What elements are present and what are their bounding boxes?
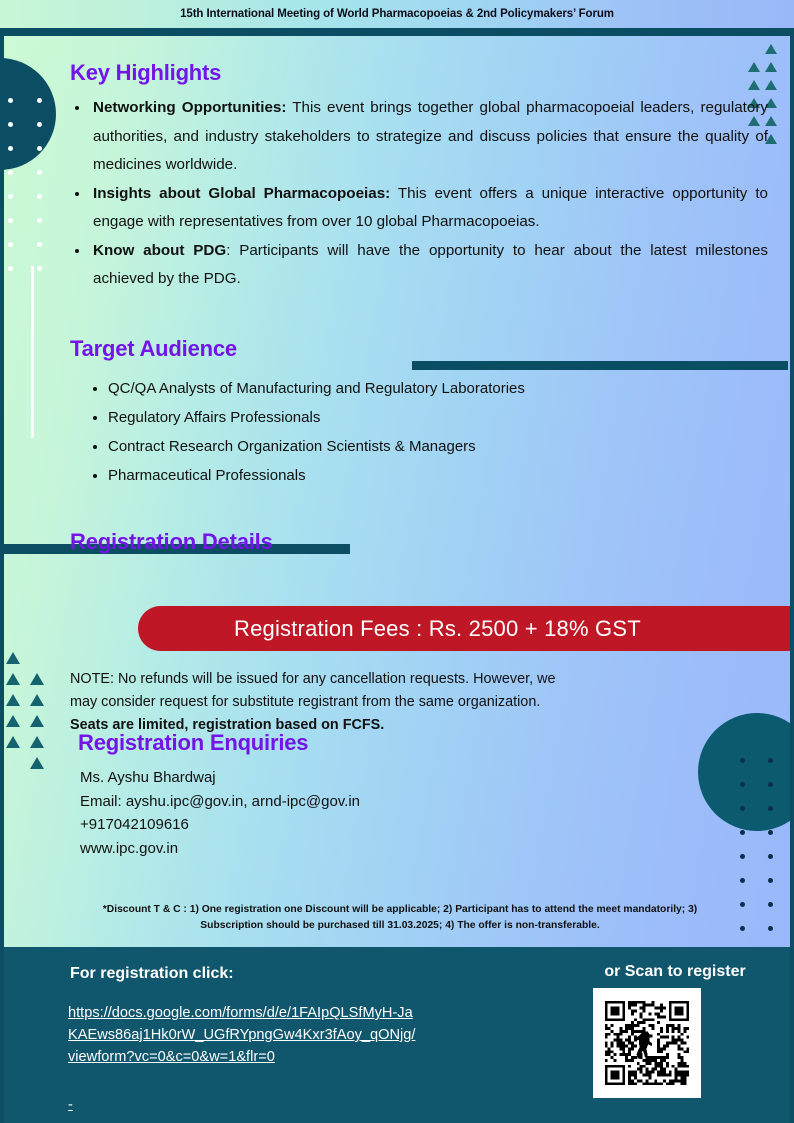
item-lead: Networking Opportunities: (93, 99, 287, 116)
list-item: • Regulatory Affairs Professionals (108, 403, 744, 432)
target-audience-heading: Target Audience (70, 336, 237, 361)
note-bold-line: Seats are limited, registration based on FCFS. (70, 717, 385, 733)
decor-vertical-line (31, 266, 34, 438)
footer-trailing-dash: - (68, 1097, 73, 1113)
enquiries-contact-block (80, 766, 360, 860)
registration-note (70, 668, 730, 737)
registration-form-link[interactable]: https://docs.google.com/forms/d/e/1FAIpQLSfMyH-JaKAEws86aj1Hk0rW_UGfRYpngGw4Kxr3fAoy_qONjg/viewform?vc=0&c=0&w=1&flr=0 (68, 1005, 416, 1065)
item-lead: Insights about Global Pharmacopoeias: (93, 184, 391, 202)
item-text: : Participants will have the opportunity to hear about the latest milestones achieved by the PDG. (93, 241, 768, 287)
discount-disclaimer (80, 902, 720, 934)
registration-details-heading: Registration Details (70, 529, 273, 554)
target-audience-list (84, 374, 744, 490)
footer-click-label: For registration click: (70, 965, 234, 982)
key-highlights-list (70, 94, 768, 294)
registration-enquiries-heading: Registration Enquiries (78, 730, 309, 755)
divider-bar-upper (412, 361, 788, 370)
disclaimer-line-2: mandatorily; 3) Subscription should be purchased till 31.03.2025; 4) The offer is non-transferable. (200, 904, 698, 931)
item-text: This event offers a unique interactive opportunity to engage with representatives from over 10 global Pharmacopoeias. (93, 184, 768, 230)
key-highlights-heading: Key Highlights (70, 60, 222, 85)
qr-code-icon (599, 993, 695, 1093)
list-item: • Contract Research Organization Scientists & Managers (108, 432, 744, 461)
disclaimer-line-1: *Discount T & C : 1) One registration one Discount will be applicable; 2) Participant has to attend the meet (102, 904, 621, 915)
page-title: 15th International Meeting of World Pharmacopoeias & 2nd Policymakers’ Forum (180, 8, 614, 20)
list-item (90, 180, 768, 237)
contact-website: www.ipc.gov.in (80, 839, 179, 857)
header-band (0, 0, 794, 28)
item-text: This event brings together global pharmacopoeial leaders, regulatory authorities, and industry stakeholders to strategize and discuss policies that ensure the quality of medicines worldwide. (93, 99, 768, 173)
decor-left-triangles (0, 652, 48, 772)
footer-scan-label: or Scan to register (604, 963, 746, 980)
list-item: • QC/QA Analysts of Manufacturing and Regulatory Laboratories (108, 374, 744, 403)
registration-fee-banner (138, 606, 794, 651)
list-item (90, 237, 768, 294)
header-rule (0, 28, 794, 36)
qr-code[interactable] (599, 993, 695, 1098)
registration-fee-text: Registration Fees : Rs. 2500 + 18% GST (234, 615, 641, 641)
list-item: • Pharmaceutical Professionals (108, 461, 744, 490)
decor-right-dot-grid (740, 758, 790, 938)
contact-email: Email: ayshu.ipc@gov.in, arnd-ipc@gov.in (80, 792, 361, 810)
frame-right-border (790, 28, 794, 1123)
note-line-2: may consider request for substitute registrant from the same organization. (70, 694, 541, 710)
contact-phone: +917042109616 (80, 816, 189, 833)
list-item (90, 94, 768, 180)
note-line-1: NOTE: No refunds will be issued for any cancellation requests. However, we (70, 671, 556, 687)
main-body (0, 36, 794, 947)
contact-name: Ms. Ayshu Bhardwaj (80, 769, 216, 786)
frame-left-border (0, 28, 4, 1123)
item-lead: Know about PDG (93, 241, 227, 259)
